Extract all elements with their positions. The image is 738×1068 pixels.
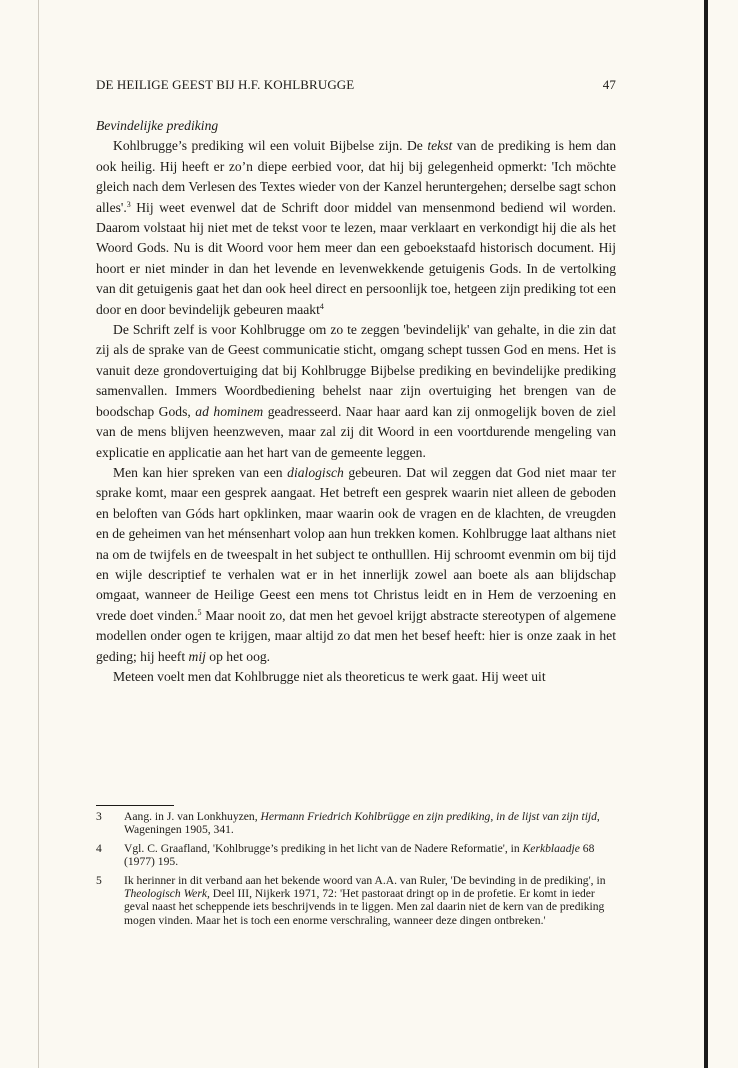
paragraph-text: Kohlbrugge’s prediking wil een voluit Bijbelse zijn. De	[113, 138, 428, 154]
emphasis: tekst	[427, 138, 453, 154]
footnotes	[96, 810, 616, 932]
emphasis: ad hominem	[195, 403, 264, 419]
footnote-number: 4	[96, 841, 102, 855]
running-title: DE HEILIGE GEEST BIJ H.F. KOHLBRUGGE	[96, 77, 355, 92]
paragraph-3	[96, 463, 616, 667]
paragraph-text: Maar nooit zo, dat men het gevoel krijgt abstracte stereotypen of algemene modellen onder ogen te krijgen, maar altijd zo dat men het besef heeft: hier is onze zaak in het geding; hij heeft	[96, 607, 616, 664]
paragraph-4	[96, 667, 616, 687]
paragraph-text: van de prediking is hem dan ook heilig. Hij heeft er zo’n diepe eerbied voor, dat hij bij gelegenheid opmerkt: 'Ich möchte gleich nach dem Verlesen des Textes wieder von der Kanzel heruntergehen; derselbe sagt schon alles'.	[96, 138, 616, 215]
paragraph-text: Men kan hier spreken van een	[113, 464, 288, 480]
page-number: 47	[602, 77, 616, 92]
footnote-text	[124, 810, 616, 837]
footnote-ref[interactable]: 5	[197, 607, 202, 617]
footnote-text-part: Deel III, Nijkerk 1971, 72: 'Het pastoraat dringt op in de profetie. Er komt in ieder geval naast het scheppende iets beschrijvends in te liggen. Men zal daarin niet de kern van de prediking mogen vinden. Maar het is toch een enorme verschraling, wanneer deze dingen ontbreken.'	[124, 887, 605, 927]
footnote-text-part: 68 (1977) 195.	[124, 841, 595, 869]
scan-border	[704, 0, 708, 1068]
emphasis: mij	[188, 648, 206, 664]
footnote-text-part: Wageningen 1905, 341.	[124, 823, 234, 837]
footnote-text	[124, 874, 616, 928]
paragraph-text: Meteen voelt men dat Kohlbrugge niet als theoreticus te werk gaat. Hij weet uit	[113, 668, 546, 684]
page-left-edge	[38, 0, 39, 1068]
footnote	[96, 810, 616, 837]
footnote-number: 5	[96, 873, 102, 887]
footnote-text	[124, 842, 616, 869]
emphasis: dialogisch	[287, 464, 344, 480]
footnote-title: Theologisch Werk,	[124, 887, 210, 901]
section-heading: Bevindelijke prediking	[96, 118, 219, 133]
footnote-rule	[96, 805, 174, 806]
footnote-text-part: Vgl. C. Graafland, 'Kohlbrugge’s prediking in het licht van de Nadere Reformatie', in	[124, 841, 523, 855]
footnote	[96, 842, 616, 869]
paragraph-2	[96, 320, 616, 463]
footnote-text-part: Ik herinner in dit verband aan het bekende woord van A.A. van Ruler, 'De bevinding in de prediking', in	[124, 873, 606, 887]
paragraph-text: op het oog.	[205, 648, 271, 664]
footnote-title: Hermann Friedrich Kohlbrügge en zijn prediking, in de lijst van zijn tijd,	[260, 810, 600, 823]
main-text	[96, 116, 616, 687]
footnote-ref[interactable]: 3	[126, 199, 131, 209]
paragraph-text: De Schrift zelf is voor Kohlbrugge om zo te zeggen 'bevindelijk' van gehalte, in die zin dat zij als de sprake van de Geest communicatie sticht, omgang schept tussen God en mens. Het is vanuit deze grondovertuiging dat bij Kohlbrugge Bijbelse prediking en bevindelijke prediking samenvallen. Immers Woordbediening behelst naar zijn overtuiging het brengen van de boodschap Gods,	[96, 322, 616, 419]
footnote-text-part: Aang. in J. van Lonkhuyzen,	[124, 810, 261, 823]
paragraph-text: geadresseerd. Naar haar aard kan zij onmogelijk boven de ziel van de mens blijven heenzweven, maar zal zij dit Woord in een voortdurende mengeling van explicatie en applicatie aan het hart van de gemeente leggen.	[96, 403, 617, 460]
paragraph-1	[96, 136, 616, 320]
footnote-title: Kerkblaadje	[522, 841, 580, 855]
paragraph-text: gebeuren. Dat wil zeggen dat God niet maar ter sprake komt, maar een gesprek aangaat. Het betreft een gesprek waarin niet alleen de geboden en beloften van Góds hart opklinken, maar waarin ook de vragen en de klachten, de vreugden en de geheimen van het ménsenhart volop aan hun trekken komen. Kohlbrugge laat althans niet na om de twijfels en de tweespalt in het subject te onthulllen. Hij schroomt evenmin om bij tijd en wijle descriptief te verhalen wat er in het innerlijk zowel aan boete als aan blijdschap omgaat, wanneer de Heilige Geest een mens tot Christus leidt en in Hem de verzoening en vrede doet vinden.	[96, 464, 616, 623]
footnote	[96, 874, 616, 928]
footnote-ref[interactable]: 4	[319, 301, 324, 311]
footnote-number: 3	[96, 810, 102, 823]
paragraph-text: Hij weet evenwel dat de Schrift door middel van mensenmond bediend wil worden. Daarom volstaat hij niet met de tekst voor te lezen, maar verklaart en verkondigt hij die als het Woord Gods. Nu is dit Woord voor hem meer dan een geboekstaafd historisch document. Hij hoort er niet minder in dan het levende en levenwekkende getuigenis Gods. In de vertolking van dit getuigenis gaat het dan ook heel direct en persoonlijk toe, hetgeen zijn prediking tot een door en door bevindelijk gebeuren maakt	[96, 199, 616, 317]
